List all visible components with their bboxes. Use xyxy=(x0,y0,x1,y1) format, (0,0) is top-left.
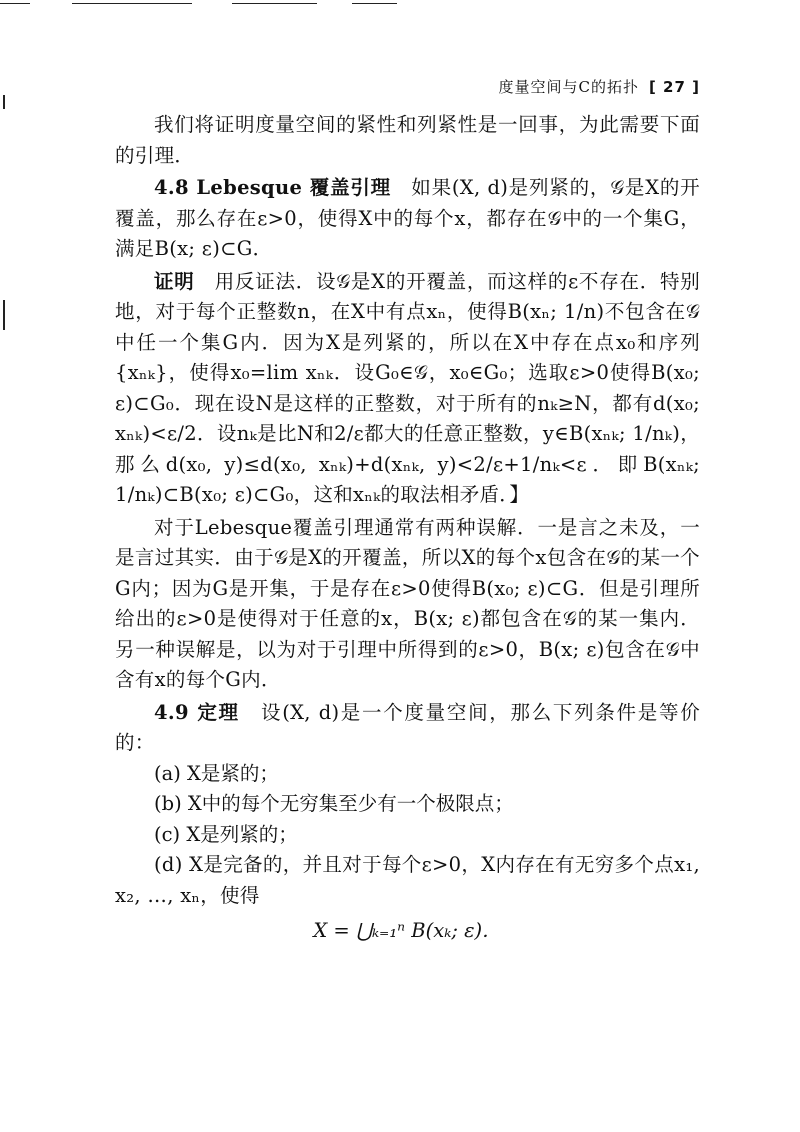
lemma-paragraph xyxy=(115,173,700,265)
running-head xyxy=(498,76,700,97)
cover-formula: X = ⋃ₖ₌₁ⁿ B(xₖ; ε)． xyxy=(313,919,502,942)
theorem-body: 设(X, d)是一个度量空间，那么下列条件是等价的： xyxy=(115,700,700,754)
scan-edge-line xyxy=(232,3,317,4)
theorem-item-a: (a) X是紧的； xyxy=(154,761,279,785)
scan-edge-line xyxy=(352,3,397,4)
proof-paragraph xyxy=(115,267,700,511)
theorem-paragraph xyxy=(115,698,700,759)
theorem-heading: 4.9 定理 xyxy=(154,700,240,724)
margin-mark xyxy=(3,95,5,109)
intro-paragraph: 我们将证明度量空间的紧性和列紧性是一回事，为此需要下面的引理． xyxy=(115,113,700,167)
lemma-heading: 4.8 Lebesque 覆盖引理 xyxy=(154,176,391,199)
theorem-item-b: (b) X中的每个无穷集至少有一个极限点； xyxy=(154,792,514,815)
lemma-body: 如果(X, d)是列紧的，𝒢是X的开覆盖，那么存在ε>0，使得X中的每个x，都存在𝒢中的一个集G，满足B(x; ε)⊂G． xyxy=(115,176,700,260)
scan-edge-line xyxy=(72,3,192,4)
body-text xyxy=(115,110,700,951)
page-number: [ 27 ] xyxy=(648,78,700,96)
margin-mark xyxy=(3,300,5,330)
proof-body: 用反证法．设𝒢是X的开覆盖，而这样的ε不存在．特别地，对于每个正整数n，在X中有点xₙ，使得B(xₙ; 1/n)不包含在𝒢中任一个集G内．因为X是列紧的，所以在X中存在点x₀和序列{xₙₖ}，使得x₀=lim xₙₖ．设G₀∈𝒢，x₀∈G₀；选取ε>0使得B(x₀; ε)⊂G₀．现在设N是这样的正整数，对于所有的nₖ≥N，都有d(x₀; xₙₖ)<ε/2．设nₖ是比N和2/ε都大的任意正整数，y∈B(xₙₖ; 1/nₖ)，那么d(x₀, y)≤d(x₀, xₙₖ)+d(xₙₖ, y)<2/ε+1/nₖ<ε．即B(xₙₖ; 1/nₖ)⊂B(x₀; ε)⊂G₀，这和xₙₖ的取法相矛盾．】 xyxy=(115,269,700,506)
running-title: 度量空间与C的拓扑 xyxy=(498,78,639,96)
theorem-item-c: (c) X是列紧的； xyxy=(154,822,298,846)
scan-edge-line xyxy=(0,3,30,4)
remark-paragraph: 对于Lebesque覆盖引理通常有两种误解．一是言之未及，一是言过其实．由于𝒢是X的开覆盖，所以X的每个x包含在𝒢的某一个G内；因为G是开集，于是存在ε>0使得B(x₀; ε)⊂G．但是引理所给出的ε>0是使得对于任意的x，B(x; ε)都包含在𝒢的某一集内．另一种误解是，以为对于引理中所得到的ε>0，B(x; ε)包含在𝒢中含有x的每个G内． xyxy=(115,515,700,691)
theorem-item-d: (d) X是完备的，并且对于每个ε>0，X内存在有无穷多个点x₁, x₂, …, xₙ，使得 xyxy=(115,853,700,907)
proof-heading: 证明 xyxy=(154,269,195,293)
